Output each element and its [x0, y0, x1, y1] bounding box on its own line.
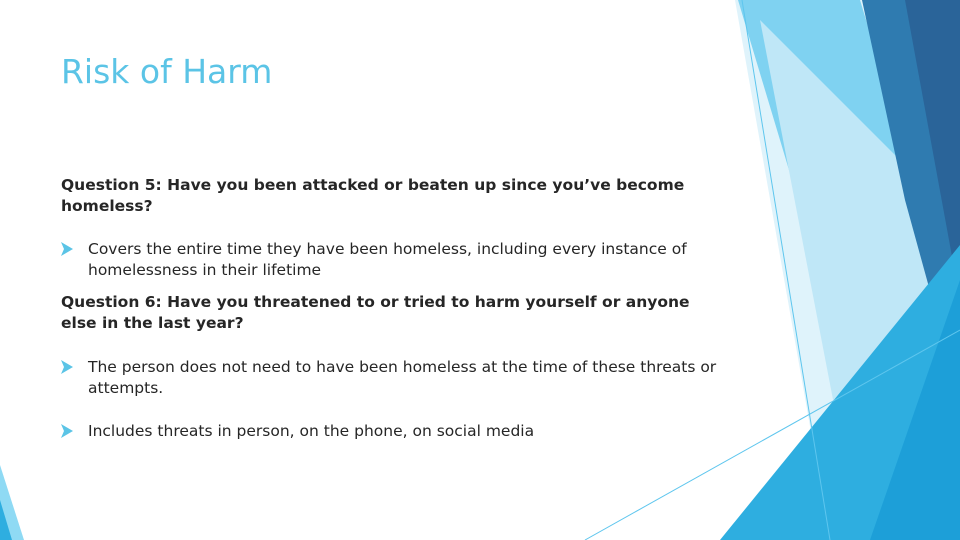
arrow-right-bullet-icon [61, 424, 73, 438]
bullet-item [61, 421, 726, 442]
bullet-item [61, 357, 726, 399]
question-5-bullets [61, 239, 726, 281]
bullet-item [61, 239, 726, 281]
left-decorative-shapes [0, 0, 30, 540]
question-6: Question 6: Have you threatened to or tried to harm yourself or anyone else in the last year? [61, 293, 690, 332]
bullet-text: The person does not need to have been homeless at the time of these threats or attempts. [88, 358, 717, 397]
bullet-text: Covers the entire time they have been homeless, including every instance of homelessness in their lifetime [88, 240, 687, 279]
slide-content [61, 175, 726, 442]
arrow-right-bullet-icon [61, 242, 73, 256]
question-6-bullets [61, 357, 726, 442]
slide-title: Risk of Harm [61, 52, 273, 91]
arrow-right-bullet-icon [61, 360, 73, 374]
question-5: Question 5: Have you been attacked or beaten up since you’ve become homeless? [61, 176, 685, 215]
bullet-text: Includes threats in person, on the phone, on social media [88, 422, 535, 440]
